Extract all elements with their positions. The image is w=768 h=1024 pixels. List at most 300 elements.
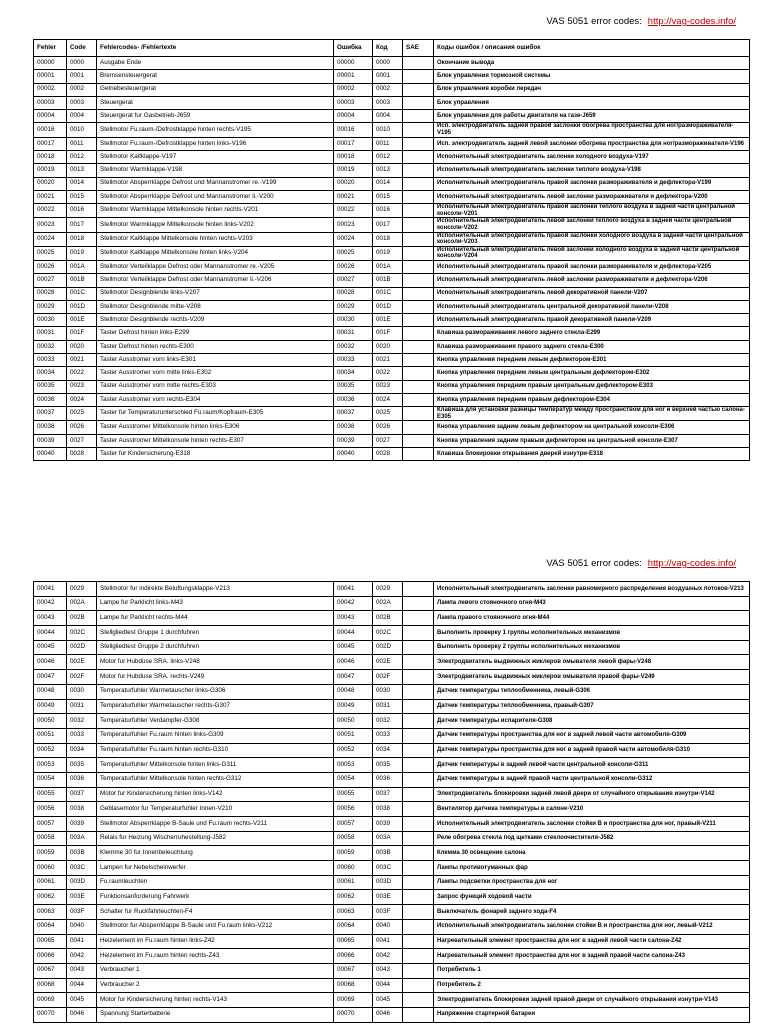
site-link[interactable]: http://vag-codes.info/	[647, 16, 736, 27]
table-cell: Stellmotor Warmklappe Mittelkonsole hinten links-V202	[97, 218, 334, 232]
table-cell: Кнопка управления передним правым центральным дефлектором-E303	[434, 380, 750, 393]
table-row	[34, 655, 750, 670]
table-cell: Потребитель 2	[434, 978, 750, 993]
table-row	[34, 861, 750, 876]
table-cell: 00059	[34, 846, 67, 861]
table-cell: 0003	[67, 96, 97, 109]
table-row	[34, 260, 750, 273]
table-cell: 002B	[67, 611, 97, 626]
table-cell: 0023	[373, 380, 403, 393]
table-cell: 00022	[34, 204, 67, 218]
table-row	[34, 875, 750, 890]
table-cell: Verbraucher 2	[97, 978, 334, 993]
table-cell: 00001	[34, 70, 67, 83]
table-cell: 00047	[334, 670, 373, 685]
table-cell: Исполнительный электродвигатель правой декоративной панели-V209	[434, 314, 750, 327]
table-cell: Heizelement im Fu.raum hinten links-Z42	[97, 934, 334, 949]
table-cell: Stellmotor Fu.raum-/Defrostklappe hinten links-V196	[97, 137, 334, 150]
table-cell: Датчик температуры теплообменника, правый-G307	[434, 699, 750, 714]
table-row	[34, 743, 750, 758]
table-cell	[403, 340, 434, 353]
table-cell	[403, 300, 434, 313]
table-cell: 00062	[334, 890, 373, 905]
table-cell: Окончание вывода	[434, 57, 750, 70]
table-cell: 00050	[334, 714, 373, 729]
table-cell: Кнопка управления передним правым дефлектором-E304	[434, 393, 750, 406]
table-cell	[403, 846, 434, 861]
table-cell: 0028	[67, 447, 97, 460]
table-cell: Электродвигатель блокировки задней правой двери от случайного открывания изнутри-V143	[434, 993, 750, 1008]
table-cell: 0042	[67, 949, 97, 964]
table-row	[34, 905, 750, 920]
table-cell: 0013	[67, 164, 97, 177]
table-cell: 0046	[67, 1007, 97, 1022]
table-cell: Stellmotor Designblende mitte-V208	[97, 300, 334, 313]
table-row	[34, 978, 750, 993]
table-cell	[403, 314, 434, 327]
table-cell: 00030	[34, 314, 67, 327]
table-cell: Taster Ausstromer vorn mitte links-E302	[97, 367, 334, 380]
table-cell: 00064	[34, 919, 67, 934]
table-cell	[403, 150, 434, 163]
table-cell	[403, 70, 434, 83]
table-cell: 00067	[334, 963, 373, 978]
table-cell: 0021	[67, 353, 97, 366]
table-cell	[403, 260, 434, 273]
table-cell: 003F	[373, 905, 403, 920]
table-cell	[403, 434, 434, 447]
table-row	[34, 684, 750, 699]
table-cell: Taster Ausstromer vorn links-E301	[97, 353, 334, 366]
table-cell: 00002	[34, 83, 67, 96]
table-cell	[403, 655, 434, 670]
table-cell: 001C	[67, 287, 97, 300]
table-cell: Датчик температуры в задней правой части центральной консоли-G312	[434, 772, 750, 787]
table-cell: 0045	[373, 993, 403, 1008]
table-row	[34, 611, 750, 626]
table-cell: Stellmotor Absperrklappe B-Saule und Fu.raum rechts-V211	[97, 817, 334, 832]
table-row	[34, 626, 750, 641]
table-cell	[403, 861, 434, 876]
table-cell: 00017	[34, 137, 67, 150]
table-cell: 0031	[373, 699, 403, 714]
table-cell: 0022	[373, 367, 403, 380]
table-cell	[403, 670, 434, 685]
table-cell: Motor fur Kindersicherung hinten links-V142	[97, 787, 334, 802]
table-cell: 002F	[67, 670, 97, 685]
table-cell: 00043	[34, 611, 67, 626]
table-cell: 00020	[334, 177, 373, 190]
table-cell	[403, 83, 434, 96]
table-cell	[403, 190, 434, 203]
table-row	[34, 699, 750, 714]
table-cell: 0044	[67, 978, 97, 993]
table-cell: Stellmotor Designblende links-V207	[97, 287, 334, 300]
table-cell: Taster fur Kindersicherung-E318	[97, 447, 334, 460]
table-cell: Temperaturfuhler Mittelkonsole hinten rechts-G312	[97, 772, 334, 787]
table-cell: 0030	[373, 684, 403, 699]
table-cell: 00030	[334, 314, 373, 327]
table-cell: 0014	[67, 177, 97, 190]
table-cell: Исполнительный электродвигатель заслонки стойки B и пространства для ног, правый-V211	[434, 817, 750, 832]
table-cell: 003A	[373, 831, 403, 846]
table-cell: 00056	[334, 802, 373, 817]
table-cell: Stellmotor Warmklappe-V198	[97, 164, 334, 177]
table-cell: 0039	[373, 817, 403, 832]
table-cell: 002E	[67, 655, 97, 670]
table-cell: 00067	[34, 963, 67, 978]
table-cell: Verbraucher 1	[97, 963, 334, 978]
table-cell: 00022	[334, 204, 373, 218]
table-cell: 00018	[34, 150, 67, 163]
table-row	[34, 57, 750, 70]
table-cell	[403, 367, 434, 380]
table-cell: 00062	[34, 890, 67, 905]
table-cell: 0029	[373, 582, 403, 597]
table-cell: Stellmotor Kaltklappe Mittelkonsole hinten links-V204	[97, 246, 334, 260]
table-cell: 0012	[67, 150, 97, 163]
table-cell: 0042	[373, 949, 403, 964]
table-cell: 003F	[67, 905, 97, 920]
table-cell	[403, 758, 434, 773]
table-row	[34, 353, 750, 366]
table-cell: Исполнительный электродвигатель левой заслонки размораживателя и дефлектора-V206	[434, 274, 750, 287]
col-header: Fehlercodes- /Fehlertexte	[97, 40, 334, 57]
table-cell: 0044	[373, 978, 403, 993]
table-cell: 0029	[67, 582, 97, 597]
col-header: Код	[373, 40, 403, 57]
table-cell: 0004	[373, 110, 403, 123]
table-row	[34, 919, 750, 934]
table-cell: 00041	[334, 582, 373, 597]
table-cell: Выполнить проверку 1 группы исполнительных механизмов	[434, 626, 750, 641]
table-cell: 002F	[373, 670, 403, 685]
table-cell: 0018	[67, 232, 97, 246]
table-cell: 00017	[334, 137, 373, 150]
table-row	[34, 340, 750, 353]
table-cell: Stellmotor Fu.raum-/Defrostklappe hinten rechts-V195	[97, 123, 334, 137]
table-cell: Реле обогрева стекла под щетками стеклоочистителя-J582	[434, 831, 750, 846]
table-cell: Temperaturfuhler Fu.raum hinten links-G309	[97, 728, 334, 743]
table-header-row	[34, 40, 750, 57]
table-cell: 00049	[34, 699, 67, 714]
table-cell: 00004	[34, 110, 67, 123]
table-cell: 0004	[67, 110, 97, 123]
table-cell: 0019	[67, 246, 97, 260]
table-cell: 00026	[334, 260, 373, 273]
table-cell: 00061	[334, 875, 373, 890]
table-cell: 00037	[334, 407, 373, 421]
table-cell: 00016	[34, 123, 67, 137]
table-cell: 001E	[373, 314, 403, 327]
table-cell: 00023	[334, 218, 373, 232]
table-cell: 0025	[373, 407, 403, 421]
table-row	[34, 846, 750, 861]
table-cell	[403, 919, 434, 934]
table-cell: 0033	[67, 728, 97, 743]
table-row	[34, 670, 750, 685]
table-cell: Motor fur Kindersicherung hinten rechts-V143	[97, 993, 334, 1008]
table-cell: Датчик температуры пространства для ног в задней левой части автомобиля-G309	[434, 728, 750, 743]
table-cell: 001D	[373, 300, 403, 313]
table-cell: Датчик температуры пространства для ног в задней правой части автомобиля-G310	[434, 743, 750, 758]
table-cell: 00037	[34, 407, 67, 421]
table-cell: Нагревательный элемент пространства для ног в задней правой части салона-Z43	[434, 949, 750, 964]
table-cell: 003D	[373, 875, 403, 890]
table-cell: 001B	[373, 274, 403, 287]
table-cell: 0000	[67, 57, 97, 70]
page-header	[546, 16, 736, 27]
table-cell: Датчик температуры испарителя-G308	[434, 714, 750, 729]
table-cell: 0010	[67, 123, 97, 137]
table-cell: Напряжение стартерной батареи	[434, 1007, 750, 1022]
table-cell: Исполнительный электродвигатель заслонки холодного воздуха-V197	[434, 150, 750, 163]
table-cell: 00029	[334, 300, 373, 313]
table-cell: 0015	[373, 190, 403, 203]
page-header	[546, 558, 736, 569]
table-cell	[403, 204, 434, 218]
table-cell: 0002	[373, 83, 403, 96]
table-cell: Lampen fur Nebelscheinwerfer	[97, 861, 334, 876]
table-cell: 0032	[67, 714, 97, 729]
table-row	[34, 83, 750, 96]
table-cell	[403, 978, 434, 993]
table-cell: 0022	[67, 367, 97, 380]
table-cell: Исполнительный электродвигатель правой заслонки размораживателя и дефлектора-V199	[434, 177, 750, 190]
table-cell	[403, 802, 434, 817]
table-cell: 0040	[373, 919, 403, 934]
table-cell: 00040	[334, 447, 373, 460]
table-cell: 00056	[34, 802, 67, 817]
table-cell: 00046	[34, 655, 67, 670]
table-cell: Запрос функций ходовой части	[434, 890, 750, 905]
table-cell: Нагревательный элемент пространства для ног в задней левой части салона-Z42	[434, 934, 750, 949]
table-cell	[403, 684, 434, 699]
table-cell: 0002	[67, 83, 97, 96]
table-cell: 001B	[67, 274, 97, 287]
table-row	[34, 110, 750, 123]
table-cell: Блок управления тормозной системы	[434, 70, 750, 83]
table-row	[34, 817, 750, 832]
table-cell: 00031	[34, 327, 67, 340]
table-row	[34, 1007, 750, 1022]
table-cell: 00026	[34, 260, 67, 273]
table-cell: 00024	[334, 232, 373, 246]
table-cell	[403, 817, 434, 832]
table-cell: 0020	[67, 340, 97, 353]
table-cell: 00019	[34, 164, 67, 177]
table-cell: Электродвигатель выдвижных жиклеров омывателя левой фары-V248	[434, 655, 750, 670]
table-cell: Getriebesteuergerat	[97, 83, 334, 96]
table-cell: 00020	[34, 177, 67, 190]
table-cell: Temperaturfuhler Verdampfer-G308	[97, 714, 334, 729]
table-cell: 0025	[67, 407, 97, 421]
table-cell: 002C	[67, 626, 97, 641]
table-cell: 002B	[373, 611, 403, 626]
table-cell: 0020	[373, 340, 403, 353]
table-cell: Выключатель фонарей заднего хода-F4	[434, 905, 750, 920]
table-cell: Stellmotor Designblende rechts-V209	[97, 314, 334, 327]
table-cell: 00000	[334, 57, 373, 70]
table-cell	[403, 327, 434, 340]
table-cell: 0033	[373, 728, 403, 743]
table-cell: Motor fur Hubduse SRA. links-V248	[97, 655, 334, 670]
table-cell: 0043	[373, 963, 403, 978]
table-cell: Taster Ausstromer Mittelkonsole hinten links-E306	[97, 421, 334, 434]
table-cell: 00028	[34, 287, 67, 300]
table-cell: 00041	[34, 582, 67, 597]
table-row	[34, 393, 750, 406]
table-cell: 00060	[334, 861, 373, 876]
table-cell: 00048	[334, 684, 373, 699]
table-cell: Ausgabe Ende	[97, 57, 334, 70]
table-cell: 00038	[34, 421, 67, 434]
table-cell: Исполнительный электродвигатель центральной декоративной панели-V208	[434, 300, 750, 313]
table-cell: 003E	[67, 890, 97, 905]
table-cell: 00068	[334, 978, 373, 993]
table-cell: Lampe fur Parklicht rechts-M44	[97, 611, 334, 626]
table-cell: Taster Ausstromer vorn mitte rechts-E303	[97, 380, 334, 393]
table-cell: 003D	[67, 875, 97, 890]
table-cell	[403, 421, 434, 434]
table-cell: 003C	[373, 861, 403, 876]
table-cell: Taster Ausstromer Mittelkonsole hinten rechts-E307	[97, 434, 334, 447]
table-cell: 00070	[334, 1007, 373, 1022]
table-cell	[403, 875, 434, 890]
table-cell: 00057	[334, 817, 373, 832]
table-cell: 0041	[67, 934, 97, 949]
table-row	[34, 596, 750, 611]
table-row	[34, 640, 750, 655]
table-cell: 0034	[373, 743, 403, 758]
table-cell: 00032	[334, 340, 373, 353]
table-row	[34, 367, 750, 380]
table-cell: Исполнительный электродвигатель заслонки равномерного распределения воздушных потоков-V213	[434, 582, 750, 597]
table-cell: 00001	[334, 70, 373, 83]
table-cell: 00059	[334, 846, 373, 861]
table-cell: 00035	[34, 380, 67, 393]
table-cell: 0032	[373, 714, 403, 729]
site-link[interactable]: http://vag-codes.info/	[647, 558, 736, 569]
table-cell	[403, 274, 434, 287]
table-cell	[403, 772, 434, 787]
table-row	[34, 890, 750, 905]
table-cell: Stellmotor fur indirekte Beluftungsklappe-V213	[97, 582, 334, 597]
table-cell	[403, 407, 434, 421]
table-cell: Schalter fur Ruckfahrleuchten-F4	[97, 905, 334, 920]
table-cell: 00042	[34, 596, 67, 611]
table-cell: 0001	[67, 70, 97, 83]
table-cell: 00052	[34, 743, 67, 758]
table-cell	[403, 177, 434, 190]
table-cell: Лампа левого стояночного огня-M43	[434, 596, 750, 611]
table-cell: 00021	[34, 190, 67, 203]
table-row	[34, 287, 750, 300]
table-cell: 00000	[34, 57, 67, 70]
table-cell	[403, 246, 434, 260]
table-cell: Taster Defrost hinten links-E299	[97, 327, 334, 340]
table-row	[34, 218, 750, 232]
table-cell: 001A	[373, 260, 403, 273]
table-cell: Bremsensteuergerat	[97, 70, 334, 83]
table-cell: 0026	[67, 421, 97, 434]
table-cell: 0036	[373, 772, 403, 787]
table-cell: 0039	[67, 817, 97, 832]
table-cell: 001C	[373, 287, 403, 300]
table-row	[34, 70, 750, 83]
table-cell: Клавиша для установки разницы температур между пространством для ног и верхней частью салона-E305	[434, 407, 750, 421]
table-cell: Блок управления для работы двигателя на газе-J659	[434, 110, 750, 123]
table-cell	[403, 596, 434, 611]
table-cell: 00070	[34, 1007, 67, 1022]
table-cell: 0017	[373, 218, 403, 232]
table-row	[34, 327, 750, 340]
table-cell: 00004	[334, 110, 373, 123]
table-cell: 00069	[34, 993, 67, 1008]
table-row	[34, 447, 750, 460]
table-row	[34, 934, 750, 949]
table-cell: 00044	[34, 626, 67, 641]
table-cell: Кнопка управления передним левым центральным дефлектором-E302	[434, 367, 750, 380]
table-cell: 00045	[334, 640, 373, 655]
col-header: SAE	[403, 40, 434, 57]
table-cell: 00016	[334, 123, 373, 137]
table-cell: 003B	[373, 846, 403, 861]
table-row	[34, 177, 750, 190]
table-cell: 00065	[34, 934, 67, 949]
table-cell: Датчик температуры в задней левой части центральной консоли-G311	[434, 758, 750, 773]
table-cell: 00051	[334, 728, 373, 743]
table-cell: Выполнить проверку 2 группы исполнительных механизмов	[434, 640, 750, 655]
table-cell: Stellgliedtest Gruppe 2 durchfuhren	[97, 640, 334, 655]
error-codes-table	[33, 581, 750, 1023]
table-cell	[403, 1007, 434, 1022]
table-cell: 0000	[373, 57, 403, 70]
table-cell	[403, 110, 434, 123]
table-cell: 00003	[34, 96, 67, 109]
table-cell: 00003	[334, 96, 373, 109]
table-row	[34, 434, 750, 447]
table-cell: 00025	[34, 246, 67, 260]
table-cell: Электродвигатель выдвижных жиклеров омывателя правой фары-V249	[434, 670, 750, 685]
table-row	[34, 831, 750, 846]
table-cell: Исполнительный электродвигатель правой заслонки холодного воздуха в задней части центральной консоли-V203	[434, 232, 750, 246]
table-cell: 0001	[373, 70, 403, 83]
table-cell: 0021	[373, 353, 403, 366]
table-row	[34, 772, 750, 787]
table-cell	[403, 447, 434, 460]
table-row	[34, 714, 750, 729]
table-cell	[403, 57, 434, 70]
table-cell: 00039	[334, 434, 373, 447]
table-row	[34, 728, 750, 743]
table-cell: Steuergerat fur Gasbetrieb-J659	[97, 110, 334, 123]
table-cell	[403, 699, 434, 714]
table-cell: 0028	[373, 447, 403, 460]
table-cell: 00055	[334, 787, 373, 802]
table-cell: 0027	[67, 434, 97, 447]
table-row	[34, 787, 750, 802]
table-cell: Stellgliedtest Gruppe 1 durchfuhren	[97, 626, 334, 641]
table-row	[34, 963, 750, 978]
table-cell: Lampe fur Parklicht links-M43	[97, 596, 334, 611]
table-cell: 003A	[67, 831, 97, 846]
table-cell: Temperaturfuhler Mittelkonsole hinten links-G311	[97, 758, 334, 773]
table-cell	[403, 890, 434, 905]
table-cell: 0015	[67, 190, 97, 203]
table-cell	[403, 787, 434, 802]
table-cell	[403, 905, 434, 920]
